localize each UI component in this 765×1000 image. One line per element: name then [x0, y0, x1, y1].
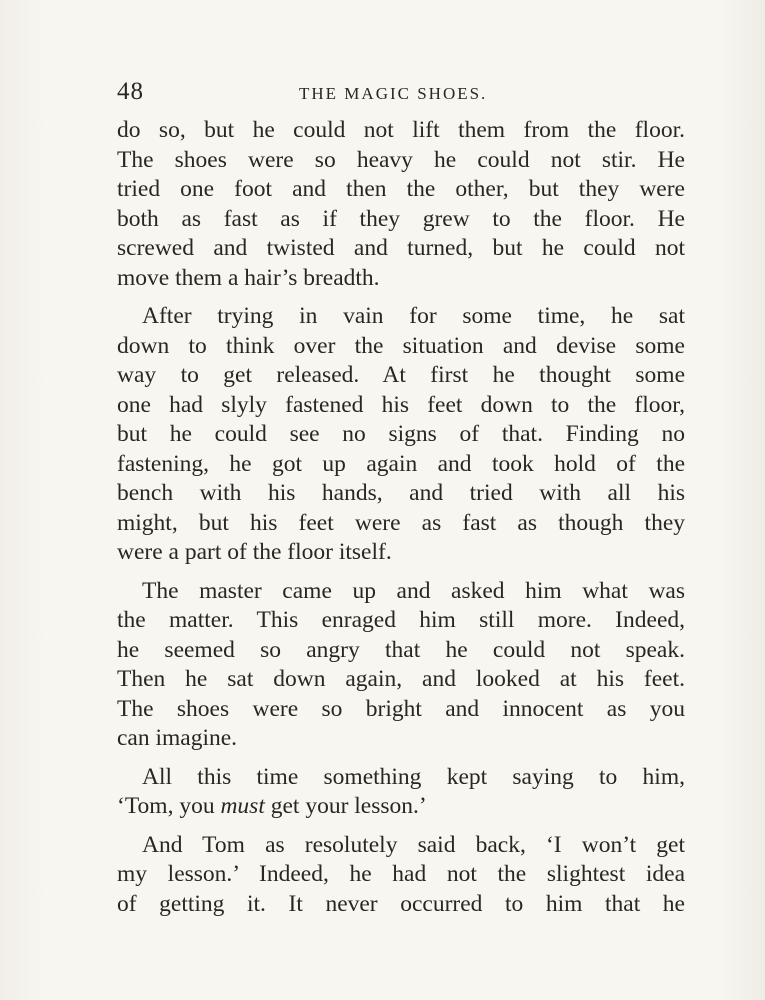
paragraph-4	[117, 763, 685, 822]
text-line: he seemed so angry that he could not speak.	[117, 636, 685, 663]
page-number: 48	[117, 78, 144, 105]
text-line: can imagine.	[117, 725, 238, 751]
text-line: one had slyly fastened his feet down to the floor,	[117, 391, 685, 418]
text-line: my lesson.’ Indeed, he had not the slightest idea	[117, 861, 685, 887]
paragraph-1	[117, 116, 685, 293]
page-header	[117, 78, 685, 108]
text-line: but he could see no signs of that. Finding no	[117, 421, 685, 447]
text-line: might, but his feet were as fast as though they	[117, 509, 685, 536]
quoted-speech-line	[117, 792, 685, 822]
text-line: The shoes were so heavy he could not stir. He	[117, 146, 685, 173]
text-line: tried one foot and then the other, but they were	[117, 176, 685, 202]
text-line: screwed and twisted and turned, but he could not	[117, 235, 685, 261]
text-line: fastening, he got up again and took hold of the	[117, 450, 685, 477]
paragraph-3	[117, 577, 685, 754]
text-line: of getting it. It never occurred to him that he	[117, 890, 685, 917]
text-line: After trying in vain for some time, he sat	[142, 303, 685, 329]
body-text	[117, 116, 685, 919]
text-line: the matter. This enraged him still more. Indeed,	[117, 607, 685, 633]
speech-before: ‘Tom, you	[117, 793, 221, 819]
text-line: Then he sat down again, and looked at his feet.	[117, 666, 685, 692]
text-line: And Tom as resolutely said back, ‘I won’t get	[142, 831, 685, 858]
paragraph-gap	[117, 568, 685, 577]
text-line: bench with his hands, and tried with all his	[117, 480, 685, 506]
paragraph-gap	[117, 754, 685, 763]
text-line: way to get released. At first he thought some	[117, 362, 685, 388]
running-title: THE MAGIC SHOES.	[299, 84, 488, 103]
paragraph-gap	[117, 822, 685, 831]
text-line: both as fast as if they grew to the floor. He	[117, 205, 685, 232]
text-line: The master came up and asked him what was	[142, 577, 685, 604]
text-line: down to think over the situation and devise some	[117, 332, 685, 359]
text-line: do so, but he could not lift them from the floor.	[117, 117, 685, 143]
paragraph-2	[117, 302, 685, 568]
paragraph-5	[117, 831, 685, 920]
text-line: were a part of the floor itself.	[117, 539, 392, 565]
paragraph-gap	[117, 293, 685, 302]
text-line: The shoes were so bright and innocent as you	[117, 695, 685, 722]
emphasized-word: must	[220, 793, 265, 819]
text-line: All this time something kept saying to him,	[142, 763, 685, 790]
speech-after: get your lesson.’	[264, 793, 427, 819]
text-line: move them a hair’s breadth.	[117, 264, 380, 291]
